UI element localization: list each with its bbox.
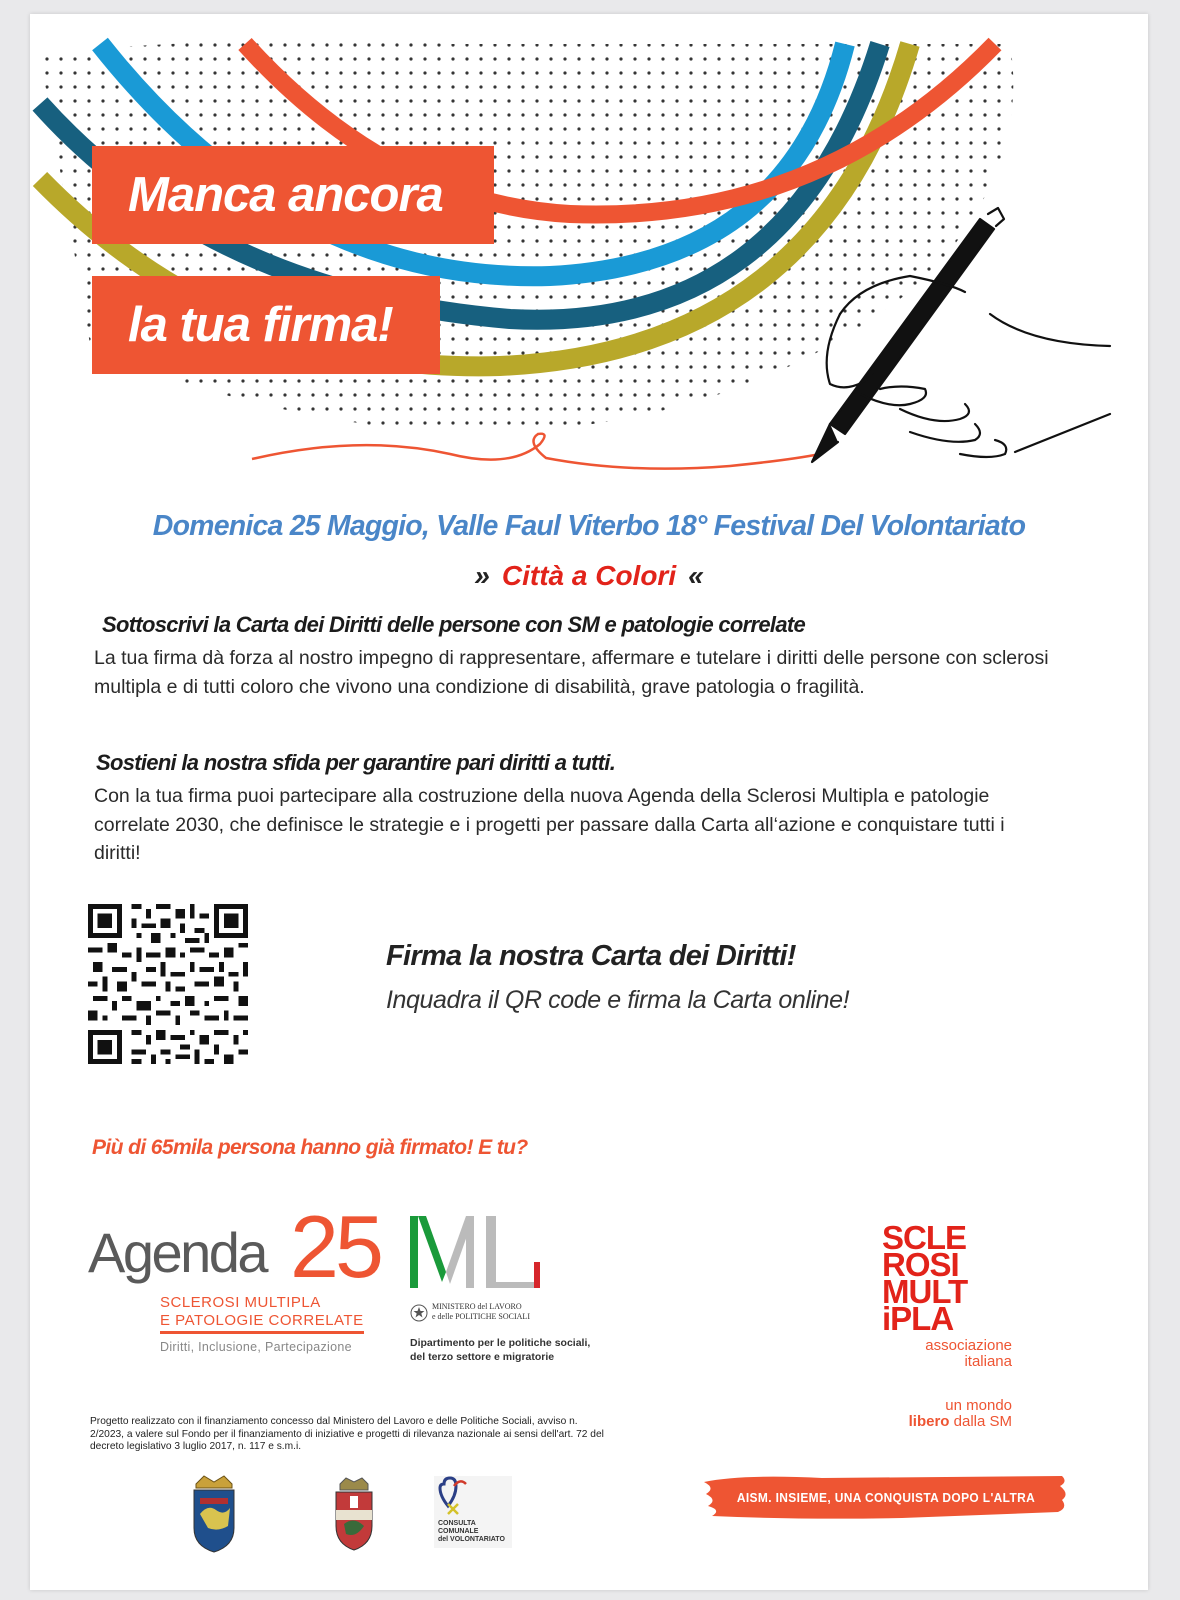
- banner-text: AISM. INSIEME, UNA CONQUISTA DOPO L'ALTRA: [736, 1489, 1036, 1505]
- consulta-line1: CONSULTA COMUNALE: [438, 1520, 479, 1535]
- city-crest-icon: [190, 1474, 238, 1554]
- funding-note: Progetto realizzato con il finanziamento concesso dal Ministero del Lavoro e delle Politiche Sociali, avviso n. 2/2023, a valere sul Fondo per il finanziamento di iniziative e progetti di rilevanza nazionale ai sensi dell'art. 72 del decreto legislativo 3 luglio 2017, n. 117 e s.m.i.: [90, 1416, 604, 1452]
- ministry-dept-line2: del terzo settore e migratorie: [410, 1351, 555, 1363]
- agenda-word: Agenda: [88, 1221, 267, 1284]
- aism-logo: [882, 1219, 1012, 1430]
- headline-line-2: la tua firma!: [92, 276, 440, 374]
- section2-title: Sostieni la nostra sfida per garantire pari diritti a tutti.: [96, 750, 616, 775]
- agenda-sub1: SCLEROSI MULTIPLA: [160, 1294, 321, 1311]
- cta-title: Firma la nostra Carta dei Diritti!: [386, 940, 796, 972]
- aism-line2: ROSI: [882, 1246, 959, 1283]
- agenda-number: 25: [290, 1197, 380, 1296]
- header-illustration: [30, 14, 1148, 494]
- italian-emblem-icon: [410, 1304, 428, 1322]
- ministry-logo: [406, 1212, 606, 1372]
- event-name: Città a Colori: [501, 560, 677, 591]
- aism-tagline-line1: un mondo: [945, 1397, 1012, 1414]
- signature-line: [252, 434, 820, 469]
- consulta-logo: [434, 1476, 512, 1548]
- aism-tagline-line2: [882, 1414, 1012, 1430]
- agenda25-logo: [88, 1197, 380, 1354]
- section2-body: Con la tua firma puoi partecipare alla costruzione della nuova Agenda della Sclerosi Multipla e patologie correlate 2030, che definisce le strategie e i progetti per passare dalla Carta all‘azione e conquistare tutti i diritti!: [94, 785, 1005, 864]
- aism-tagline-bold: libero: [908, 1413, 950, 1430]
- section1-body: La tua firma dà forza al nostro impegno di rappresentare, affermare e tutelare i diritti delle persone con sclerosi multipla e di tutti coloro che vivono una condizione di disabilità, grave patologia o fragilità.: [94, 647, 1049, 698]
- agenda-sub3: Diritti, Inclusione, Partecipazione: [160, 1340, 352, 1354]
- agenda-sub2: E PATOLOGIE CORRELATE: [160, 1312, 364, 1334]
- heart-dove-icon: [434, 1476, 512, 1520]
- consulta-line2: del VOLONTARIATO: [438, 1536, 505, 1543]
- aism-association: [882, 1338, 1012, 1370]
- aism-slogan-banner: [702, 1472, 1070, 1522]
- ministry-name-line1: MINISTERO del LAVORO: [432, 1302, 522, 1311]
- headline-line-1: Manca ancora: [92, 146, 494, 244]
- quote-close: «: [688, 560, 704, 591]
- aism-assoc-line2: italiana: [964, 1353, 1012, 1370]
- ministry-name: [432, 1302, 530, 1322]
- aism-assoc-line1: associazione: [925, 1337, 1012, 1354]
- consulta-label: [438, 1520, 512, 1544]
- aism-wordmark: [882, 1219, 1012, 1337]
- aism-line1: SCLE: [882, 1219, 967, 1256]
- flyer-page: [30, 14, 1148, 1590]
- ml-monogram-icon: [406, 1212, 546, 1292]
- province-crest-icon: [332, 1476, 376, 1552]
- aism-line3: MULT: [882, 1273, 968, 1310]
- ministry-name-line2: e delle POLITICHE SOCIALI: [432, 1312, 530, 1321]
- event-subtitle: [30, 560, 1148, 592]
- aism-tagline-rest: dalla SM: [949, 1413, 1012, 1430]
- quote-open: »: [474, 560, 490, 591]
- section1-title: Sottoscrivi la Carta dei Diritti delle persone con SM e patologie correlate: [102, 612, 806, 637]
- dotted-background: [30, 14, 1148, 494]
- qr-code[interactable]: [88, 904, 248, 1064]
- cta-subtitle: Inquadra il QR code e firma la Carta online!: [386, 986, 850, 1014]
- event-details: Domenica 25 Maggio, Valle Faul Viterbo 18° Festival Del Volontariato: [152, 510, 1026, 542]
- signatures-count-text: Più di 65mila persona hanno già firmato! E tu?: [92, 1136, 528, 1159]
- aism-line4: iPLA: [882, 1300, 954, 1337]
- aism-tagline: [882, 1398, 1012, 1430]
- ministry-dept-line1: Dipartimento per le politiche sociali,: [410, 1337, 591, 1349]
- ministry-department: [410, 1336, 590, 1364]
